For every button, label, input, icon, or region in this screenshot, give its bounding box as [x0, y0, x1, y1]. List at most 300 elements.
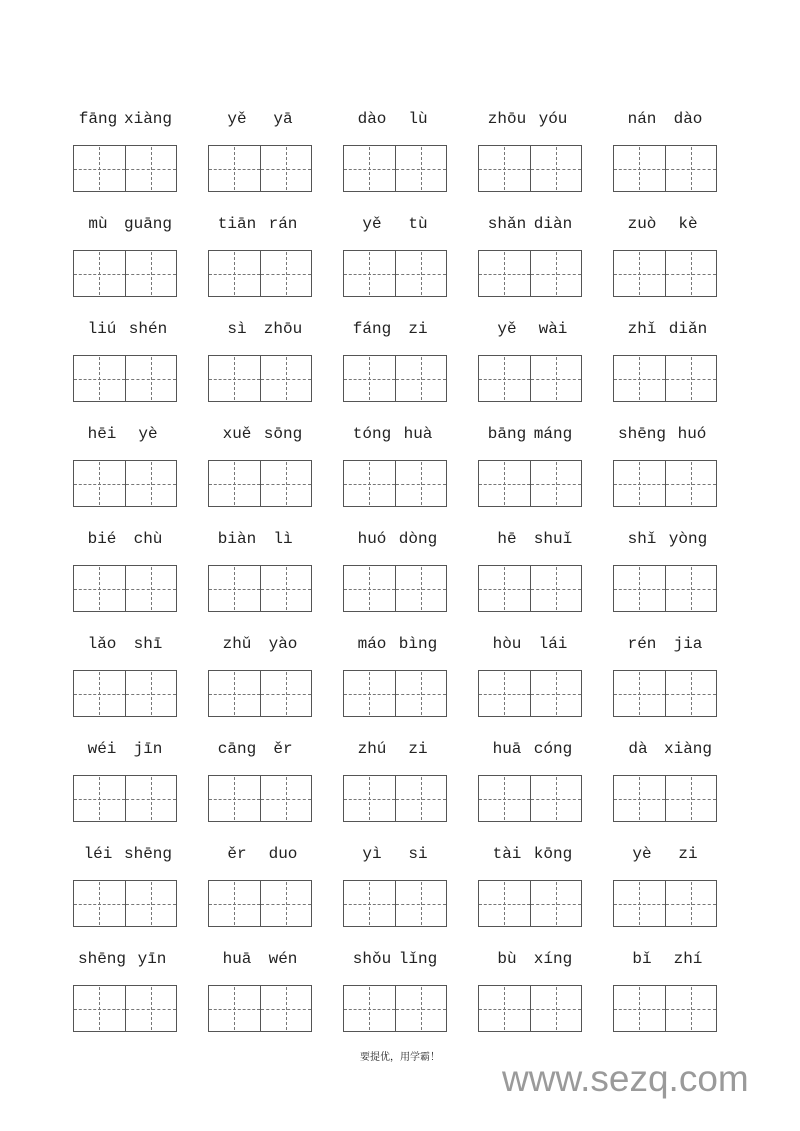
character-writing-cell[interactable]	[260, 251, 312, 296]
pinyin-item	[613, 945, 717, 1050]
character-writing-cell[interactable]	[614, 566, 665, 611]
pinyin-item	[343, 420, 447, 525]
pinyin-syllable: shuǐ	[533, 530, 573, 548]
character-writing-cell[interactable]	[665, 776, 717, 821]
horizontal-guide-line	[614, 694, 665, 695]
pinyin-label	[603, 632, 727, 656]
tianzige-grid-box-icon[interactable]	[343, 250, 447, 297]
pinyin-syllable: zi	[678, 845, 698, 863]
horizontal-guide-line	[614, 799, 665, 800]
tianzige-grid-box-icon[interactable]	[73, 565, 177, 612]
pinyin-syllable: hòu	[492, 635, 522, 653]
pinyin-label	[603, 107, 727, 131]
pinyin-syllable: yā	[273, 110, 293, 128]
pinyin-item	[478, 105, 582, 210]
horizontal-guide-line	[666, 694, 717, 695]
horizontal-guide-line	[614, 379, 665, 380]
horizontal-guide-line	[126, 694, 177, 695]
pinyin-syllable: zi	[408, 320, 428, 338]
tianzige-grid-box-icon[interactable]	[73, 250, 177, 297]
pinyin-syllable: wài	[538, 320, 568, 338]
horizontal-guide-line	[126, 484, 177, 485]
tianzige-grid-box-icon[interactable]	[208, 250, 312, 297]
pinyin-syllable: nán	[627, 110, 657, 128]
pinyin-item	[343, 735, 447, 840]
character-writing-cell[interactable]	[614, 461, 665, 506]
character-writing-cell[interactable]	[74, 986, 125, 1031]
character-writing-cell[interactable]	[344, 251, 395, 296]
tianzige-grid-box-icon[interactable]	[478, 565, 582, 612]
pinyin-item	[343, 105, 447, 210]
character-writing-cell[interactable]	[665, 671, 717, 716]
tianzige-grid-box-icon[interactable]	[208, 670, 312, 717]
horizontal-guide-line	[531, 169, 582, 170]
pinyin-syllable: yóu	[538, 110, 568, 128]
pinyin-item	[613, 735, 717, 840]
pinyin-item	[478, 525, 582, 630]
tianzige-grid-box-icon[interactable]	[343, 145, 447, 192]
pinyin-writing-grid	[73, 105, 717, 1050]
pinyin-syllable: tù	[408, 215, 428, 233]
tianzige-grid-box-icon[interactable]	[208, 355, 312, 402]
character-writing-cell[interactable]	[74, 671, 125, 716]
character-writing-cell[interactable]	[260, 881, 312, 926]
character-writing-cell[interactable]	[209, 671, 260, 716]
tianzige-grid-box-icon[interactable]	[73, 670, 177, 717]
horizontal-guide-line	[344, 274, 395, 275]
pinyin-syllable: lái	[538, 635, 568, 653]
character-writing-cell[interactable]	[530, 986, 582, 1031]
tianzige-grid-box-icon[interactable]	[613, 145, 717, 192]
character-writing-cell[interactable]	[260, 566, 312, 611]
horizontal-guide-line	[209, 799, 260, 800]
horizontal-guide-line	[614, 904, 665, 905]
pinyin-syllable: huà	[403, 425, 433, 443]
footer-slogan: 要提优，用学霸！	[360, 1052, 440, 1063]
character-writing-cell[interactable]	[209, 251, 260, 296]
pinyin-syllable: yě	[227, 110, 247, 128]
pinyin-label	[63, 317, 187, 341]
tianzige-grid-box-icon[interactable]	[343, 460, 447, 507]
pinyin-item	[73, 735, 177, 840]
character-writing-cell[interactable]	[395, 566, 447, 611]
horizontal-guide-line	[261, 169, 312, 170]
site-watermark: www.sezq.com	[502, 1058, 749, 1099]
tianzige-grid-box-icon[interactable]	[478, 355, 582, 402]
character-writing-cell[interactable]	[74, 356, 125, 401]
character-writing-cell[interactable]	[125, 881, 177, 926]
pinyin-label	[468, 737, 592, 761]
pinyin-syllable: zuò	[627, 215, 657, 233]
pinyin-label	[63, 947, 187, 971]
character-writing-cell[interactable]	[614, 146, 665, 191]
tianzige-grid-box-icon[interactable]	[73, 355, 177, 402]
pinyin-item	[613, 525, 717, 630]
pinyin-syllable: diàn	[533, 215, 573, 233]
horizontal-guide-line	[209, 379, 260, 380]
pinyin-item	[343, 315, 447, 420]
tianzige-grid-box-icon[interactable]	[343, 565, 447, 612]
pinyin-syllable: si	[408, 845, 428, 863]
horizontal-guide-line	[531, 379, 582, 380]
character-writing-cell[interactable]	[209, 566, 260, 611]
pinyin-syllable: máo	[357, 635, 387, 653]
pinyin-syllable: shēng	[617, 425, 666, 443]
tianzige-grid-box-icon[interactable]	[73, 775, 177, 822]
horizontal-guide-line	[614, 169, 665, 170]
horizontal-guide-line	[531, 589, 582, 590]
pinyin-syllable: tiān	[217, 215, 257, 233]
character-writing-cell[interactable]	[614, 986, 665, 1031]
tianzige-grid-box-icon[interactable]	[478, 670, 582, 717]
horizontal-guide-line	[614, 1009, 665, 1010]
character-writing-cell[interactable]	[344, 566, 395, 611]
horizontal-guide-line	[126, 799, 177, 800]
tianzige-grid-box-icon[interactable]	[478, 985, 582, 1032]
character-writing-cell[interactable]	[614, 356, 665, 401]
pinyin-syllable: huó	[677, 425, 707, 443]
pinyin-item	[208, 210, 312, 315]
pinyin-syllable: rán	[268, 215, 298, 233]
horizontal-guide-line	[74, 904, 125, 905]
character-writing-cell[interactable]	[125, 776, 177, 821]
pinyin-label	[198, 737, 322, 761]
horizontal-guide-line	[261, 694, 312, 695]
horizontal-guide-line	[396, 274, 447, 275]
pinyin-label	[63, 107, 187, 131]
character-writing-cell[interactable]	[209, 986, 260, 1031]
character-writing-cell[interactable]	[614, 881, 665, 926]
pinyin-syllable: máng	[533, 425, 573, 443]
character-writing-cell[interactable]	[395, 986, 447, 1031]
horizontal-guide-line	[479, 904, 530, 905]
pinyin-syllable: lù	[408, 110, 428, 128]
character-writing-cell[interactable]	[530, 251, 582, 296]
tianzige-grid-box-icon[interactable]	[73, 145, 177, 192]
character-writing-cell[interactable]	[665, 461, 717, 506]
pinyin-syllable: wéi	[87, 740, 117, 758]
tianzige-grid-box-icon[interactable]	[73, 460, 177, 507]
pinyin-item	[73, 630, 177, 735]
horizontal-guide-line	[396, 589, 447, 590]
character-writing-cell[interactable]	[344, 461, 395, 506]
pinyin-syllable: bù	[497, 950, 517, 968]
pinyin-syllable: zhōu	[263, 320, 303, 338]
tianzige-grid-box-icon[interactable]	[613, 355, 717, 402]
tianzige-grid-box-icon[interactable]	[478, 460, 582, 507]
pinyin-syllable: cóng	[533, 740, 573, 758]
character-writing-cell[interactable]	[260, 356, 312, 401]
horizontal-guide-line	[126, 904, 177, 905]
horizontal-guide-line	[344, 694, 395, 695]
character-writing-cell[interactable]	[344, 146, 395, 191]
character-writing-cell[interactable]	[74, 146, 125, 191]
horizontal-guide-line	[261, 589, 312, 590]
horizontal-guide-line	[126, 379, 177, 380]
pinyin-syllable: fáng	[352, 320, 392, 338]
character-writing-cell[interactable]	[530, 461, 582, 506]
character-writing-cell[interactable]	[479, 566, 530, 611]
horizontal-guide-line	[396, 169, 447, 170]
character-writing-cell[interactable]	[479, 461, 530, 506]
pinyin-syllable: léi	[83, 845, 113, 863]
tianzige-grid-box-icon[interactable]	[343, 880, 447, 927]
pinyin-item	[613, 840, 717, 945]
tianzige-grid-box-icon[interactable]	[478, 145, 582, 192]
pinyin-label	[198, 632, 322, 656]
character-writing-cell[interactable]	[125, 146, 177, 191]
horizontal-guide-line	[479, 694, 530, 695]
tianzige-grid-box-icon[interactable]	[208, 985, 312, 1032]
horizontal-guide-line	[666, 1009, 717, 1010]
pinyin-syllable: hē	[497, 530, 517, 548]
character-writing-cell[interactable]	[209, 356, 260, 401]
character-writing-cell[interactable]	[395, 776, 447, 821]
character-writing-cell[interactable]	[344, 776, 395, 821]
pinyin-syllable: shēng	[123, 845, 172, 863]
horizontal-guide-line	[261, 274, 312, 275]
pinyin-syllable: ěr	[227, 845, 247, 863]
character-writing-cell[interactable]	[125, 251, 177, 296]
character-writing-cell[interactable]	[395, 356, 447, 401]
character-writing-cell[interactable]	[665, 881, 717, 926]
character-writing-cell[interactable]	[479, 881, 530, 926]
pinyin-label	[333, 422, 457, 446]
horizontal-guide-line	[614, 274, 665, 275]
tianzige-grid-box-icon[interactable]	[613, 880, 717, 927]
character-writing-cell[interactable]	[260, 986, 312, 1031]
pinyin-label	[333, 632, 457, 656]
tianzige-grid-box-icon[interactable]	[613, 985, 717, 1032]
tianzige-grid-box-icon[interactable]	[343, 670, 447, 717]
character-writing-cell[interactable]	[479, 146, 530, 191]
character-writing-cell[interactable]	[530, 776, 582, 821]
horizontal-guide-line	[531, 799, 582, 800]
horizontal-guide-line	[479, 274, 530, 275]
pinyin-syllable: tài	[492, 845, 522, 863]
pinyin-item	[613, 105, 717, 210]
horizontal-guide-line	[479, 1009, 530, 1010]
pinyin-syllable: bǐ	[632, 950, 652, 968]
pinyin-item	[478, 315, 582, 420]
pinyin-label	[603, 842, 727, 866]
tianzige-grid-box-icon[interactable]	[613, 775, 717, 822]
pinyin-item	[478, 840, 582, 945]
pinyin-item	[478, 735, 582, 840]
character-writing-cell[interactable]	[125, 356, 177, 401]
horizontal-guide-line	[479, 799, 530, 800]
horizontal-guide-line	[666, 484, 717, 485]
pinyin-label	[603, 947, 727, 971]
pinyin-label	[333, 947, 457, 971]
horizontal-guide-line	[261, 904, 312, 905]
character-writing-cell[interactable]	[344, 881, 395, 926]
pinyin-label	[468, 527, 592, 551]
pinyin-syllable: dà	[628, 740, 648, 758]
pinyin-item	[343, 210, 447, 315]
character-writing-cell[interactable]	[479, 251, 530, 296]
character-writing-cell[interactable]	[74, 251, 125, 296]
pinyin-label	[198, 212, 322, 236]
tianzige-grid-box-icon[interactable]	[343, 355, 447, 402]
horizontal-guide-line	[209, 169, 260, 170]
pinyin-label	[198, 947, 322, 971]
horizontal-guide-line	[344, 169, 395, 170]
character-writing-cell[interactable]	[260, 146, 312, 191]
horizontal-guide-line	[74, 1009, 125, 1010]
tianzige-grid-box-icon[interactable]	[478, 775, 582, 822]
tianzige-grid-box-icon[interactable]	[208, 565, 312, 612]
pinyin-item	[343, 945, 447, 1050]
character-writing-cell[interactable]	[125, 461, 177, 506]
character-writing-cell[interactable]	[479, 776, 530, 821]
character-writing-cell[interactable]	[479, 986, 530, 1031]
tianzige-grid-box-icon[interactable]	[343, 985, 447, 1032]
character-writing-cell[interactable]	[74, 461, 125, 506]
tianzige-grid-box-icon[interactable]	[208, 460, 312, 507]
pinyin-syllable: zhōu	[487, 110, 527, 128]
tianzige-grid-box-icon[interactable]	[613, 460, 717, 507]
pinyin-syllable: ěr	[273, 740, 293, 758]
character-writing-cell[interactable]	[530, 566, 582, 611]
character-writing-cell[interactable]	[260, 671, 312, 716]
tianzige-grid-box-icon[interactable]	[208, 775, 312, 822]
pinyin-label	[63, 212, 187, 236]
tianzige-grid-box-icon[interactable]	[343, 775, 447, 822]
horizontal-guide-line	[344, 904, 395, 905]
pinyin-syllable: dào	[673, 110, 703, 128]
pinyin-syllable: duo	[268, 845, 298, 863]
character-writing-cell[interactable]	[125, 671, 177, 716]
character-writing-cell[interactable]	[479, 356, 530, 401]
horizontal-guide-line	[74, 694, 125, 695]
horizontal-guide-line	[666, 799, 717, 800]
pinyin-syllable: sōng	[263, 425, 303, 443]
character-writing-cell[interactable]	[530, 671, 582, 716]
pinyin-syllable: fāng	[78, 110, 118, 128]
horizontal-guide-line	[344, 484, 395, 485]
pinyin-item	[208, 735, 312, 840]
character-writing-cell[interactable]	[125, 986, 177, 1031]
pinyin-syllable: yīn	[137, 950, 167, 968]
pinyin-syllable: chù	[133, 530, 163, 548]
character-writing-cell[interactable]	[344, 356, 395, 401]
character-writing-cell[interactable]	[395, 671, 447, 716]
pinyin-syllable: shēng	[77, 950, 126, 968]
horizontal-guide-line	[531, 694, 582, 695]
horizontal-guide-line	[396, 904, 447, 905]
pinyin-syllable: yì	[362, 845, 382, 863]
tianzige-grid-box-icon[interactable]	[478, 880, 582, 927]
character-writing-cell[interactable]	[530, 146, 582, 191]
horizontal-guide-line	[126, 1009, 177, 1010]
character-writing-cell[interactable]	[530, 356, 582, 401]
pinyin-syllable: dào	[357, 110, 387, 128]
character-writing-cell[interactable]	[614, 776, 665, 821]
horizontal-guide-line	[209, 904, 260, 905]
pinyin-label	[333, 527, 457, 551]
character-writing-cell[interactable]	[209, 461, 260, 506]
character-writing-cell[interactable]	[665, 251, 717, 296]
character-writing-cell[interactable]	[665, 356, 717, 401]
character-writing-cell[interactable]	[260, 776, 312, 821]
tianzige-grid-box-icon[interactable]	[208, 145, 312, 192]
pinyin-label	[468, 317, 592, 341]
character-writing-cell[interactable]	[344, 671, 395, 716]
pinyin-label	[333, 107, 457, 131]
pinyin-item	[208, 630, 312, 735]
pinyin-syllable: kè	[678, 215, 698, 233]
horizontal-guide-line	[666, 274, 717, 275]
pinyin-item	[73, 420, 177, 525]
character-writing-cell[interactable]	[209, 146, 260, 191]
horizontal-guide-line	[666, 904, 717, 905]
character-writing-cell[interactable]	[665, 146, 717, 191]
horizontal-guide-line	[614, 589, 665, 590]
pinyin-label	[333, 212, 457, 236]
pinyin-syllable: shǎn	[487, 215, 527, 233]
pinyin-syllable: yào	[268, 635, 298, 653]
tianzige-grid-box-icon[interactable]	[613, 565, 717, 612]
character-writing-cell[interactable]	[665, 566, 717, 611]
character-writing-cell[interactable]	[74, 566, 125, 611]
pinyin-syllable: dòng	[398, 530, 438, 548]
character-writing-cell[interactable]	[344, 986, 395, 1031]
tianzige-grid-box-icon[interactable]	[73, 880, 177, 927]
character-writing-cell[interactable]	[209, 776, 260, 821]
pinyin-item	[73, 315, 177, 420]
character-writing-cell[interactable]	[209, 881, 260, 926]
tianzige-grid-box-icon[interactable]	[73, 985, 177, 1032]
tianzige-grid-box-icon[interactable]	[208, 880, 312, 927]
horizontal-guide-line	[74, 379, 125, 380]
character-writing-cell[interactable]	[395, 881, 447, 926]
character-writing-cell[interactable]	[614, 671, 665, 716]
horizontal-guide-line	[396, 484, 447, 485]
character-writing-cell[interactable]	[395, 251, 447, 296]
pinyin-item	[343, 840, 447, 945]
horizontal-guide-line	[614, 484, 665, 485]
horizontal-guide-line	[479, 484, 530, 485]
pinyin-label	[468, 947, 592, 971]
character-writing-cell[interactable]	[74, 776, 125, 821]
character-writing-cell[interactable]	[614, 251, 665, 296]
pinyin-label	[198, 527, 322, 551]
pinyin-syllable: rén	[627, 635, 657, 653]
character-writing-cell[interactable]	[395, 146, 447, 191]
pinyin-syllable: lǎo	[87, 635, 117, 653]
character-writing-cell[interactable]	[125, 566, 177, 611]
character-writing-cell[interactable]	[260, 461, 312, 506]
character-writing-cell[interactable]	[479, 671, 530, 716]
tianzige-grid-box-icon[interactable]	[478, 250, 582, 297]
horizontal-guide-line	[396, 379, 447, 380]
character-writing-cell[interactable]	[665, 986, 717, 1031]
tianzige-grid-box-icon[interactable]	[613, 670, 717, 717]
pinyin-syllable: tóng	[352, 425, 392, 443]
tianzige-grid-box-icon[interactable]	[613, 250, 717, 297]
pinyin-item	[613, 630, 717, 735]
pinyin-item	[343, 525, 447, 630]
horizontal-guide-line	[74, 589, 125, 590]
horizontal-guide-line	[126, 589, 177, 590]
pinyin-syllable: huā	[222, 950, 252, 968]
pinyin-syllable: bìng	[398, 635, 438, 653]
character-writing-cell[interactable]	[530, 881, 582, 926]
pinyin-label	[468, 842, 592, 866]
character-writing-cell[interactable]	[395, 461, 447, 506]
character-writing-cell[interactable]	[74, 881, 125, 926]
